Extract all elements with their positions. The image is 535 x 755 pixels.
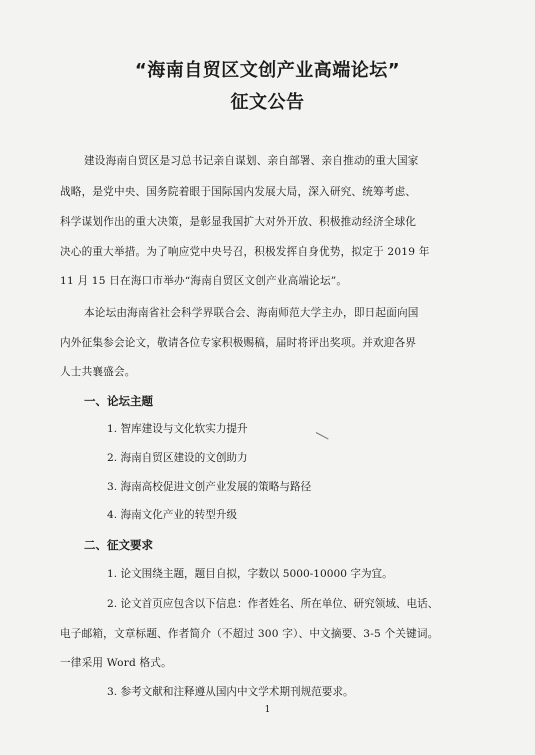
document-subtitle: 征文公告	[230, 92, 305, 113]
section-heading-requirements: 二、征文要求	[84, 538, 153, 552]
topic-item: 1. 智库建设与文化软实力提升	[107, 423, 248, 435]
paragraph-line: 内外征集参会论文，敬请各位专家积极赐稿，届时将评出奖项。并欢迎各界	[60, 337, 417, 349]
document-title: “海南自贸区文创产业高端论坛”	[134, 60, 401, 81]
topic-item: 3. 海南高校促进文创产业发展的策略与路径	[107, 481, 312, 493]
paragraph-line: 建设海南自贸区是习总书记亲自谋划、亲自部署、亲自推动的重大国家	[84, 155, 419, 167]
requirement-item: 1. 论文围绕主题，题目自拟，字数以 5000-10000 字为宜。	[107, 568, 393, 580]
paragraph-line: 人士共襄盛会。	[60, 366, 136, 378]
requirement-line: 电子邮箱，文章标题、作者简介（不超过 300 字）、中文摘要、3-5 个关键词。	[60, 628, 439, 640]
topic-item: 4. 海南文化产业的转型升级	[107, 509, 238, 521]
topic-item: 2. 海南自贸区建设的文创助力	[107, 452, 248, 464]
paragraph-line: 科学谋划作出的重大决策，是彰显我国扩大对外开放、积极推动经济全球化	[60, 216, 417, 228]
pen-mark	[316, 432, 329, 439]
paragraph-line: 决心的重大举措。为了响应党中央号召，积极发挥自身优势，拟定于 2019 年	[60, 246, 430, 258]
section-heading-topics: 一、论坛主题	[84, 394, 153, 408]
paragraph-line: 本论坛由海南省社会科学界联合会、海南师范大学主办，即日起面向国	[84, 307, 419, 319]
paragraph-line: 11 月 15 日在海口市举办“海南自贸区文创产业高端论坛”。	[60, 275, 348, 287]
requirement-line: 一律采用 Word 格式。	[60, 657, 172, 669]
page-number: 1	[264, 705, 271, 715]
requirement-item: 2. 论文首页应包含以下信息：作者姓名、所在单位、研究领域、电话、	[107, 598, 439, 610]
requirement-item: 3. 参考文献和注释遵从国内中文学术期刊规范要求。	[107, 686, 354, 698]
paragraph-line: 战略，是党中央、国务院着眼于国际国内发展大局，深入研究、统筹考虑、	[60, 186, 417, 198]
